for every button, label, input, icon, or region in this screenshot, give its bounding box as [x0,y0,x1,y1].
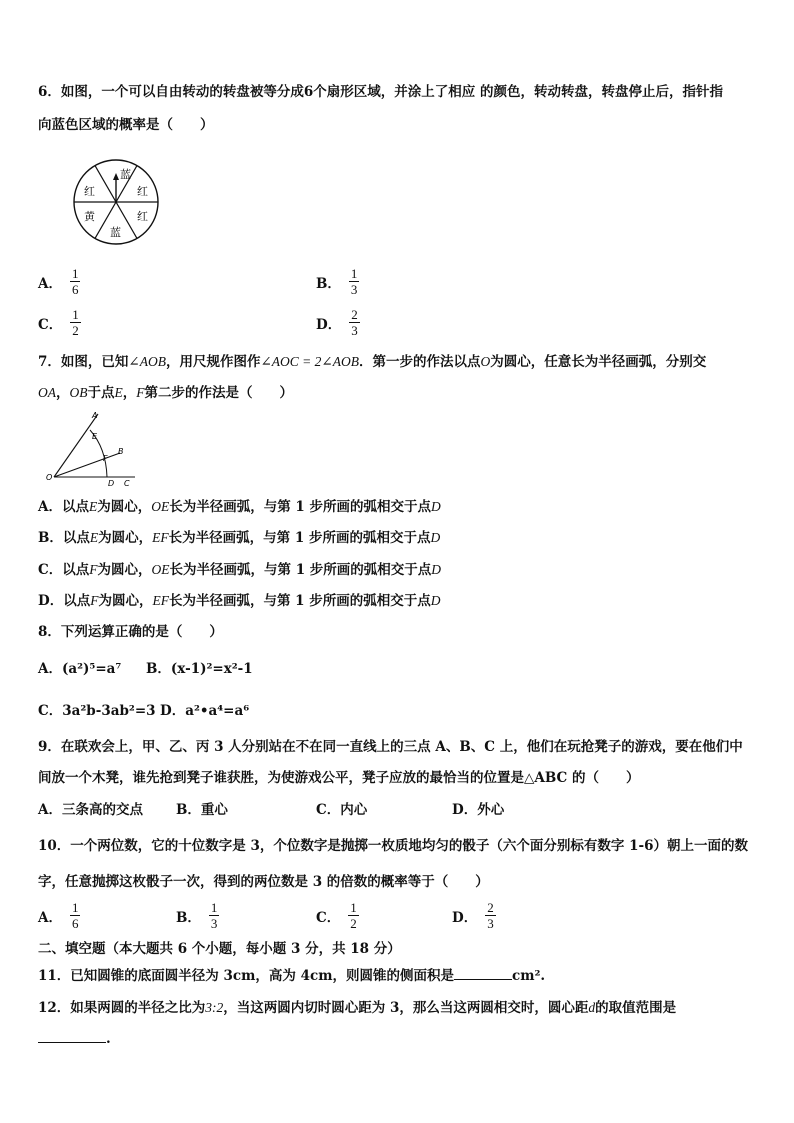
svg-text:E: E [92,432,98,441]
fraction: $\frac{1}{2}$ [72,307,79,338]
q6-option-b[interactable]: B． $\frac{1}{3}$ [316,266,358,297]
angle-aoc: ∠AOC = 2∠AOB [260,354,359,369]
fraction: $\frac{2}{3}$ [351,307,358,338]
fraction: $\frac{1}{2}$ [350,900,357,931]
answer-blank[interactable] [454,979,512,980]
q8-stem: 8．下列运算正确的是（ ） [38,624,223,640]
q6-option-d[interactable]: D． $\frac{2}{3}$ [316,307,358,338]
svg-text:D: D [108,479,115,488]
sector-label-lower-right: 红 [137,210,148,223]
q12-stem: 12．如果两圆的半径之比为3:2，当这两圆内切时圆心距为 3，那么当这两圆相交时，圆心距d的取值范围是 [38,1000,677,1016]
q9-option-d[interactable]: D．外心 [452,802,505,818]
fraction: $\frac{1}{6}$ [71,266,79,297]
q10-stem-line1: 10．一个两位数，它的十位数字是 3，个位数字是抛掷一枚质地均匀的骰子（六个面分别标有数字 1-6）朝上一面的数 [38,838,748,854]
q7-stem-line1: 7．如图，已知∠AOB，用尺规作图作∠AOC = 2∠AOB．第一步的作法以点O为圆心，任意长为半径画弧，分别交 [38,354,707,370]
svg-text:F: F [103,454,108,463]
q12-answer-line: . [38,1030,111,1048]
svg-text:A: A [92,411,98,420]
fraction: $\frac{1}{3}$ [210,900,218,931]
svg-text:B: B [118,447,124,456]
sector-label-top: 蓝 [120,168,131,181]
sector-label-lower-left: 黄 [84,210,95,223]
q10-option-b[interactable]: B． $\frac{1}{3}$ [176,900,218,931]
q10-stem-line2: 字，任意抛掷这枚骰子一次，得到的两位数是 3 的倍数的概率等于（ ） [38,874,489,890]
q7-option-c[interactable]: C．以点F为圆心，OE长为半径画弧，与第 1 步所画的弧相交于点D [38,562,442,578]
q10-option-c[interactable]: C． $\frac{1}{2}$ [316,900,357,931]
q9-option-b[interactable]: B．重心 [176,802,228,818]
fraction: $\frac{1}{6}$ [71,900,79,931]
fraction: $\frac{1}{3}$ [350,266,358,297]
q10-option-a[interactable]: A． $\frac{1}{6}$ [38,900,79,931]
q7-option-b[interactable]: B．以点E为圆心，EF长为半径画弧，与第 1 步所画的弧相交于点D [38,530,441,546]
q9-option-c[interactable]: C．内心 [316,802,368,818]
angle-aob: ∠AOB [128,354,166,369]
q7-option-a[interactable]: A．以点E为圆心，OE长为半径画弧，与第 1 步所画的弧相交于点D [38,499,441,515]
answer-blank[interactable] [38,1042,106,1043]
q8-option-a[interactable]: A．(a²)⁵=a⁷ [38,661,122,677]
q7-option-d[interactable]: D．以点F为圆心，EF长为半径画弧，与第 1 步所画的弧相交于点D [38,593,441,609]
angle-construction-figure [40,410,140,488]
svg-text:O: O [46,473,53,482]
sector-label-upper-left: 红 [84,185,95,198]
sector-label-bottom: 蓝 [110,226,121,239]
q6-stem-line2: 向蓝色区域的概率是（ ） [38,117,214,133]
section-heading: 二、填空题（本大题共 6 个小题，每小题 3 分，共 18 分） [38,941,401,957]
q10-option-d[interactable]: D． $\frac{2}{3}$ [452,900,494,931]
q8-option-d[interactable]: D．a²•a⁴=a⁶ [160,703,250,719]
q6-stem-line1: 6．如图，一个可以自由转动的转盘被等分成6个扇形区域，并涂上了相应 的颜色，转动转盘，转盘停止后，指针指 [38,84,723,100]
q9-stem-line1: 9．在联欢会上，甲、乙、丙 3 人分别站在不在同一直线上的三点 A、B、C 上，他们在玩抢凳子的游戏，要在他们中 [38,739,743,755]
q7-stem-line2: OA，OB于点E，F第二步的作法是（ ） [38,385,293,401]
q8-option-c[interactable]: C．3a²b-3ab²=3 [38,703,156,719]
q9-stem-line2: 间放一个木凳，谁先抢到凳子谁获胜，为使游戏公平，凳子应放的最恰当的位置是△ABC 的（ ） [38,770,640,786]
q6-option-c[interactable]: C． $\frac{1}{2}$ [38,307,79,338]
q11-stem: 11．已知圆锥的底面圆半径为 3cm，高为 4cm，则圆锥的侧面积是 cm². [38,968,546,984]
q8-option-b[interactable]: B．(x-1)²=x²-1 [146,661,253,677]
q9-option-a[interactable]: A．三条高的交点 [38,802,143,818]
sector-label-upper-right: 红 [137,185,148,198]
q6-option-a[interactable]: A． $\frac{1}{6}$ [38,266,79,297]
svg-text:C: C [124,479,130,488]
fraction: $\frac{2}{3}$ [487,900,494,931]
spinner-figure [68,158,168,246]
